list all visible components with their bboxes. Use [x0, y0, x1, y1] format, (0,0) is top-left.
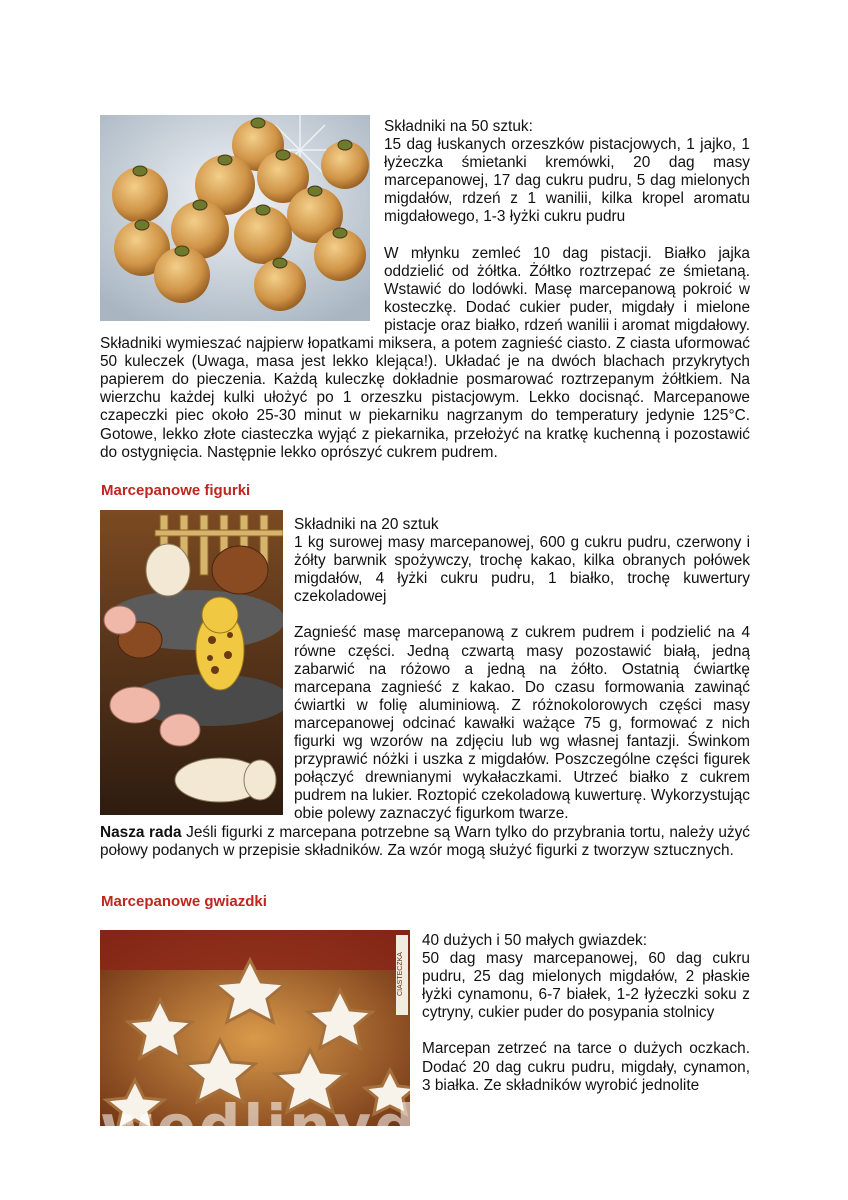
recipe-2-tip-label: Nasza rada: [100, 823, 182, 841]
recipe-1-ingredients: 15 dag łuskanych orzeszków pistacjowych, 1 jajko, 1 łyżeczka śmietanki kremówki, 20 dag masy marcepanowej, 17 dag cukru pudru, 5 dag mielonych migdałów, rdzeń z 1 wanilii, kilka kropel aromatu migdałowego, 1-3 łyżki cukru pudru: [384, 136, 750, 226]
recipe-3-method: Marcepan zetrzeć na tarce o dużych oczkach. Dodać 20 dag cukru pudru, migdały, cynamon, 3 białka. Ze składników wyrobić jednolite: [422, 1040, 750, 1094]
image-corner-label: CIASTECZKA: [397, 952, 404, 996]
recipe-1-method: W młynku zemleć 10 dag pistacji. Białko jajka oddzielić od żółtka. Żółtko roztrzepać ze śmietaną. Wstawić do lodówki. Masę marcepanową pokroić w kosteczkę. Dodać cukier puder, migdały i mielone pistacje oraz białko, rdzeń wanilii i aromat migdałowy. Składniki wymieszać najpierw łopatkami miksera, a potem zagnieść ciasto. Z ciasta uformować 50 kuleczek (Uwaga, masa jest lekko klejąca!). Układać je na dwóch blachach przykrytych papierem do pieczenia. Każdą kuleczkę dokładnie posmarować roztrzepanym żółtkiem. Na wierzchu każdej kulki ułożyć po 1 orzeszku pistacjowym. Lekko docisnąć. Marcepanowe czapeczki piec około 25-30 minut w piekarniku nagrzanym do temperatury jedynie 125°C. Gotowe, lekko złote ciasteczka wyjąć z piekarnika, przełożyć na kratkę kuchenną i pozostawić do ostygnięcia. Następnie lekko oprószyć cukrem pudrem.: [100, 244, 750, 461]
recipe-2-photo: [100, 510, 283, 815]
recipe-1: [100, 118, 750, 462]
recipe-2-tip-text: Jeśli figurki z marcepana potrzebne są Warn tylko do przybrania tortu, należy użyć połowy podanych w przepisie składników. Za wzór mogą służyć figurki z tworzyw sztucznych.: [100, 823, 751, 859]
recipe-2-heading: Marcepanowe figurki: [101, 482, 251, 499]
recipe-1-ingredients-title: Składniki na 50 sztuk:: [384, 118, 533, 135]
marzipan-figures-image: [100, 510, 283, 815]
recipe-1-photo: [100, 115, 370, 321]
recipe-2: [100, 516, 750, 860]
recipe-3: [100, 932, 750, 1126]
recipe-3-ingredients: 50 dag masy marcepanowej, 60 dag cukru pudru, 25 dag mielonych migdałów, 2 płaskie łyżki cynamonu, 6-7 białek, 1-2 łyżeczki soku z cytryny, cukier puder do posypania stolnicy: [422, 950, 750, 1022]
recipe-2-method: Zagnieść masę marcepanową z cukrem pudrem i podzielić na 4 równe części. Jedną czwartą masy pozostawić białą, jedną zabarwić na różowo a jedną na żółto. Ostatnią ćwiartkę marcepana zagnieść z kakao. Do czasu formowania zawinąć ćwiartki w folię aluminiową. Z różnokolorowych części masy marcepanowej odcinać kawałki ważące 75 g, formować z nich figurki wg wzorów na zdjęciu lub wg własnej fantazji. Świnkom przyprawić nóżki i uszka z migdałów. Poszczególne części figurek połączyć drewnianymi wykałaczkami. Utrzeć białko z cukrem pudrem na lukier. Roztopić czekoladową kuwerturę. Wykorzystując obie polewy zaznaczyć figurkom twarze.: [294, 624, 750, 823]
recipe-2-ingredients-title: Składniki na 20 sztuk: [294, 516, 439, 533]
recipe-3-heading: Marcepanowe gwiazdki: [101, 893, 267, 910]
pistachio-cookies-image: [100, 115, 370, 321]
recipe-2-ingredients: 1 kg surowej masy marcepanowej, 600 g cukru pudru, czerwony i żółty barwnik spożywczy, trochę kakao, kilka obranych połówek migdałów, 4 łyżki cukru pudru, 1 białko, trochę kuwertury czekoladowej: [294, 534, 750, 606]
recipe-2-tip: [100, 824, 750, 860]
cinnamon-stars-image: [100, 930, 410, 1126]
recipe-3-ingredients-title: 40 dużych i 50 małych gwiazdek:: [422, 932, 647, 949]
site-watermark: wedlinydomowe.pl: [100, 1092, 760, 1160]
recipe-3-photo: [100, 930, 410, 1126]
